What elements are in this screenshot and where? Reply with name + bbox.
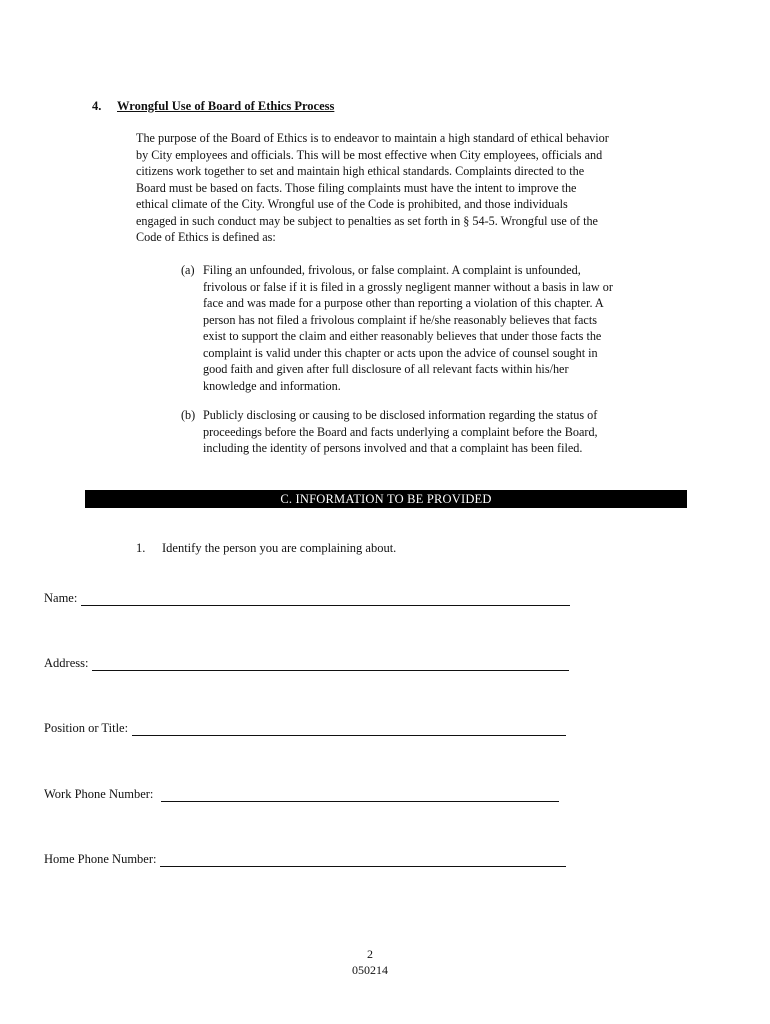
home-phone-field[interactable] [160,856,566,867]
paragraph-line: by City employees and officials. This will be most effective when City employees, officials and [136,147,603,162]
question-1 [136,541,396,556]
intro-paragraph [136,130,676,246]
list-item-a [181,262,671,394]
paragraph-line: Publicly disclosing or causing to be disclosed information regarding the status of [203,408,598,422]
paragraph-line: proceedings before the Board and facts underlying a complaint before the Board, [203,424,598,439]
paragraph-line: face and was made for a purpose other than reporting a violation of this chapter. A [203,296,604,310]
question-number: 1. [136,541,146,555]
work-phone-field-row [44,787,559,802]
paragraph-line: engaged in such conduct may be subject to penalties as set forth in § 54-5. Wrongful use of the [136,213,598,228]
home-phone-field-row [44,852,566,867]
name-field[interactable] [81,595,570,606]
position-field-row [44,721,566,736]
paragraph-line: knowledge and information. [203,378,341,393]
section-title: Wrongful Use of Board of Ethics Process [117,99,335,113]
form-code: 050214 [352,963,388,977]
address-field-row [44,656,569,671]
position-label: Position or Title: [44,721,129,735]
home-phone-label: Home Phone Number: [44,852,157,866]
paragraph-line: including the identity of persons involved and that a complaint has been filed. [203,441,583,455]
paragraph-line: ethical climate of the City. Wrongful use of the Code is prohibited, and those individuals [136,197,568,211]
name-field-row [44,591,570,606]
paragraph-line: exist to support the claim and either reasonably believes that under those facts the [203,329,602,343]
name-label: Name: [44,591,78,605]
address-label: Address: [44,656,89,670]
item-label: (b) [181,408,196,422]
paragraph-line: person has not filed a frivolous complaint if he/she reasonably believes that facts [203,312,597,327]
work-phone-label: Work Phone Number: [44,787,154,801]
position-field[interactable] [132,725,566,736]
paragraph-line: good faith and given after full disclosure of all relevant facts within his/her [203,362,569,376]
paragraph-line: The purpose of the Board of Ethics is to endeavor to maintain a high standard of ethical behavior [136,131,609,145]
paragraph-line: Board must be based on facts. Those filing complaints must have the intent to improve the [136,180,577,195]
section-c-heading-bar: C. INFORMATION TO BE PROVIDED [85,490,687,508]
paragraph-line: Code of Ethics is defined as: [136,230,276,244]
work-phone-field[interactable] [161,791,559,802]
paragraph-line: Filing an unfounded, frivolous, or false complaint. A complaint is unfounded, [203,263,581,277]
item-label: (a) [181,263,195,277]
paragraph-line: citizens work together to set and maintain high ethical standards. Complaints directed to the [136,164,585,178]
paragraph-line: frivolous or false if it is filed in a grossly negligent manner without a basis in law or [203,279,613,294]
page-number: 2 [367,947,373,961]
section-heading [92,99,334,114]
list-item-b [181,407,671,457]
question-text: Identify the person you are complaining about. [162,541,397,555]
address-field[interactable] [92,660,569,671]
paragraph-line: complaint is valid under this chapter or acts upon the advice of counsel sought in [203,345,598,360]
section-number: 4. [92,99,102,113]
